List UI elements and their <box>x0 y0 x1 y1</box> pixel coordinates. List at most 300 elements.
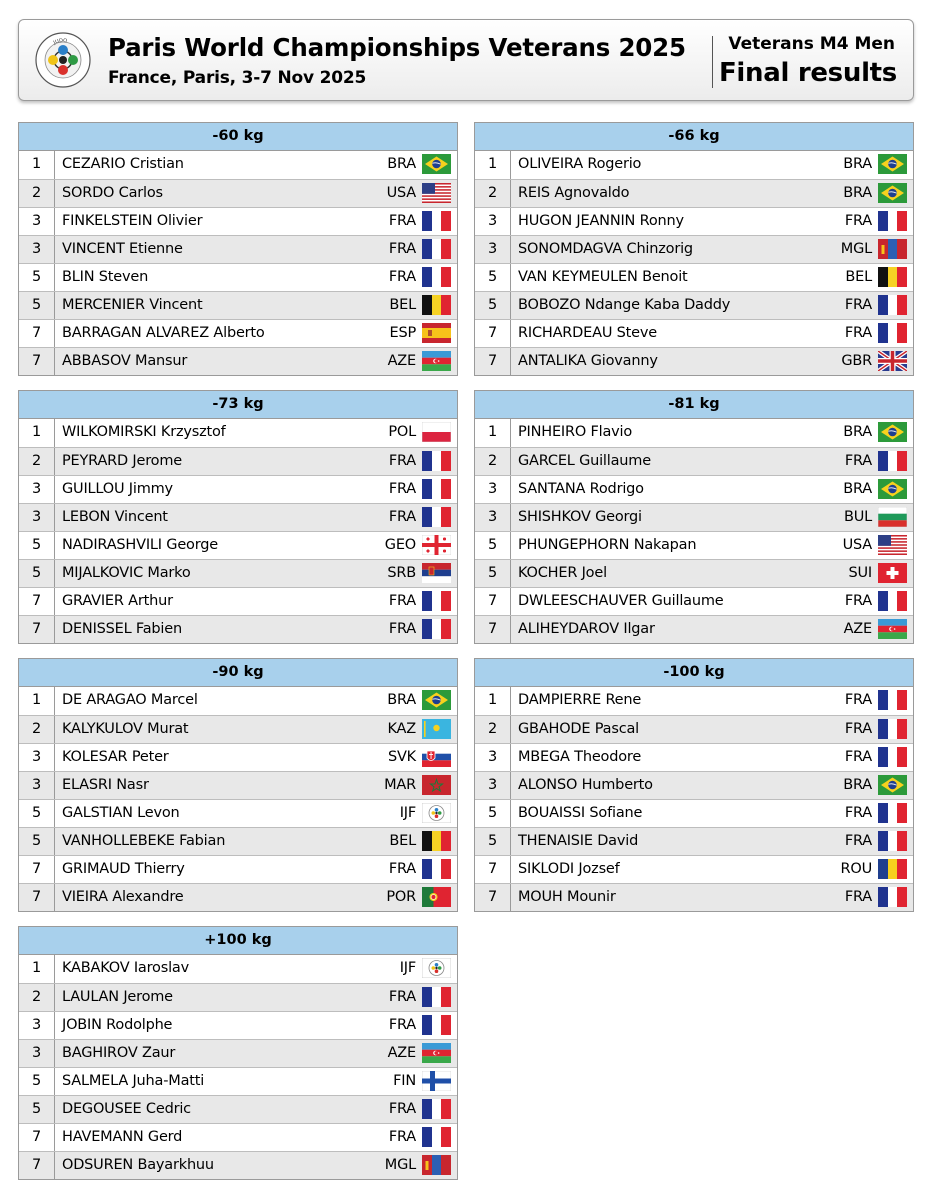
rank-cell: 5 <box>19 532 55 559</box>
athlete-name: LAULAN Jerome <box>62 989 173 1005</box>
nation-code: USA <box>386 185 416 201</box>
table-row <box>19 955 457 983</box>
athlete-name: SORDO Carlos <box>62 185 163 201</box>
nation-code: GEO <box>384 537 416 553</box>
table-row <box>19 1151 457 1179</box>
table-row <box>475 207 913 235</box>
france-flag-icon <box>422 267 451 287</box>
nation-code: BEL <box>845 269 872 285</box>
nation-code: MGL <box>384 1157 416 1173</box>
nation-code: FRA <box>388 453 416 469</box>
athlete-name: ALONSO Humberto <box>518 777 653 793</box>
athlete-name: SIKLODI Jozsef <box>518 861 620 877</box>
athlete-name: GBAHODE Pascal <box>518 721 639 737</box>
france-flag-icon <box>422 987 451 1007</box>
nation-code: FRA <box>844 805 872 821</box>
athlete-name: WILKOMIRSKI Krzysztof <box>62 424 226 440</box>
athlete-name: VAN KEYMEULEN Benoit <box>518 269 688 285</box>
rank-cell: 7 <box>475 320 511 347</box>
nation-code: IJF <box>399 960 416 976</box>
athlete-name: MOUH Mounir <box>518 889 616 905</box>
athlete-name: BLIN Steven <box>62 269 149 285</box>
rank-cell: 2 <box>475 448 511 475</box>
nation-code: BRA <box>843 481 872 497</box>
table-row <box>475 531 913 559</box>
belgium-flag-icon <box>422 831 451 851</box>
france-flag-icon <box>422 479 451 499</box>
table-row <box>475 263 913 291</box>
table-row <box>475 771 913 799</box>
france-flag-icon <box>878 747 907 767</box>
nation-code: FRA <box>388 241 416 257</box>
nation-code: BRA <box>387 156 416 172</box>
table-row <box>19 151 457 179</box>
results-table <box>18 122 458 376</box>
france-flag-icon <box>878 831 907 851</box>
table-row <box>19 419 457 447</box>
athlete-name: ALIHEYDAROV Ilgar <box>518 621 655 637</box>
table-row <box>475 827 913 855</box>
table-row <box>475 559 913 587</box>
ijf-flag-icon <box>422 803 451 823</box>
table-row <box>19 475 457 503</box>
rank-cell: 2 <box>19 716 55 743</box>
nation-code: FRA <box>388 269 416 285</box>
table-row <box>475 503 913 531</box>
athlete-name: KALYKULOV Murat <box>62 721 189 737</box>
rank-cell: 7 <box>19 616 55 643</box>
nation-code: ESP <box>389 325 416 341</box>
rank-cell: 3 <box>19 236 55 263</box>
nation-code: FRA <box>388 593 416 609</box>
france-flag-icon <box>422 619 451 639</box>
france-flag-icon <box>878 295 907 315</box>
table-row <box>19 447 457 475</box>
rank-cell: 5 <box>19 1068 55 1095</box>
rank-cell: 1 <box>19 151 55 179</box>
athlete-name: RICHARDEAU Steve <box>518 325 657 341</box>
nation-code: USA <box>842 537 872 553</box>
nation-code: SVK <box>387 749 416 765</box>
nation-code: FRA <box>388 481 416 497</box>
nation-code: FRA <box>388 1017 416 1033</box>
nation-code: BRA <box>843 424 872 440</box>
rank-cell: 3 <box>19 1040 55 1067</box>
france-flag-icon <box>878 690 907 710</box>
rank-cell: 5 <box>475 800 511 827</box>
france-flag-icon <box>878 211 907 231</box>
nation-code: BUL <box>843 509 872 525</box>
brazil-flag-icon <box>422 154 451 174</box>
rank-cell: 5 <box>19 292 55 319</box>
nation-code: KAZ <box>387 721 416 737</box>
nation-code: FIN <box>393 1073 416 1089</box>
table-row <box>475 743 913 771</box>
athlete-name: FINKELSTEIN Olivier <box>62 213 203 229</box>
nation-code: FRA <box>844 833 872 849</box>
table-row <box>19 1095 457 1123</box>
table-row <box>475 855 913 883</box>
rank-cell: 5 <box>19 828 55 855</box>
header-divider <box>712 36 713 88</box>
table-row <box>19 799 457 827</box>
rank-cell: 7 <box>19 320 55 347</box>
athlete-name: DWLEESCHAUVER Guillaume <box>518 593 724 609</box>
great-britain-flag-icon <box>878 351 907 371</box>
table-row <box>19 771 457 799</box>
athlete-name: GRAVIER Arthur <box>62 593 173 609</box>
table-row <box>475 615 913 643</box>
table-row <box>19 687 457 715</box>
nation-code: FRA <box>388 861 416 877</box>
rank-cell: 3 <box>19 1012 55 1039</box>
nation-code: BRA <box>387 692 416 708</box>
rank-cell: 2 <box>19 448 55 475</box>
table-row <box>19 615 457 643</box>
rank-cell: 2 <box>475 716 511 743</box>
athlete-name: OLIVEIRA Rogerio <box>518 156 642 172</box>
athlete-name: DE ARAGAO Marcel <box>62 692 198 708</box>
athlete-name: GUILLOU Jimmy <box>62 481 173 497</box>
athlete-name: VIEIRA Alexandre <box>62 889 184 905</box>
rank-cell: 7 <box>475 348 511 375</box>
nation-code: SRB <box>387 565 416 581</box>
rank-cell: 7 <box>475 616 511 643</box>
finland-flag-icon <box>422 1071 451 1091</box>
table-body <box>475 419 913 643</box>
nation-code: BRA <box>843 185 872 201</box>
weight-category-header: -66 kg <box>475 123 913 151</box>
athlete-name: REIS Agnovaldo <box>518 185 630 201</box>
rank-cell: 7 <box>19 348 55 375</box>
rank-cell: 3 <box>475 208 511 235</box>
nation-code: FRA <box>844 297 872 313</box>
weight-category-header: -100 kg <box>475 659 913 687</box>
france-flag-icon <box>422 1127 451 1147</box>
rank-cell: 5 <box>475 532 511 559</box>
nation-code: FRA <box>844 692 872 708</box>
nation-code: FRA <box>844 721 872 737</box>
rank-cell: 5 <box>19 1096 55 1123</box>
nation-code: IJF <box>399 805 416 821</box>
nation-code: FRA <box>388 1129 416 1145</box>
table-row <box>19 743 457 771</box>
athlete-name: CEZARIO Cristian <box>62 156 184 172</box>
event-location-date: France, Paris, 3-7 Nov 2025 <box>108 68 367 88</box>
nation-code: GBR <box>841 353 872 369</box>
table-row <box>475 447 913 475</box>
kazakhstan-flag-icon <box>422 719 451 739</box>
rank-cell: 7 <box>19 856 55 883</box>
france-flag-icon <box>422 591 451 611</box>
rank-cell: 5 <box>19 264 55 291</box>
athlete-name: PEYRARD Jerome <box>62 453 182 469</box>
table-row <box>475 715 913 743</box>
table-row <box>19 263 457 291</box>
weight-category-header: -81 kg <box>475 391 913 419</box>
table-row <box>19 587 457 615</box>
nation-code: FRA <box>844 889 872 905</box>
ijf-logo-icon <box>35 32 91 88</box>
georgia-flag-icon <box>422 535 451 555</box>
weight-category-header: -90 kg <box>19 659 457 687</box>
nation-code: FRA <box>844 325 872 341</box>
table-row <box>19 347 457 375</box>
rank-cell: 5 <box>19 560 55 587</box>
results-table <box>18 390 458 644</box>
rank-cell: 3 <box>475 744 511 771</box>
nation-code: FRA <box>388 213 416 229</box>
athlete-name: GRIMAUD Thierry <box>62 861 185 877</box>
athlete-name: DENISSEL Fabien <box>62 621 182 637</box>
nation-code: FRA <box>388 509 416 525</box>
results-status: Final results <box>718 58 897 88</box>
table-row <box>475 883 913 911</box>
nation-code: FRA <box>844 749 872 765</box>
athlete-name: MERCENIER Vincent <box>62 297 203 313</box>
table-row <box>475 475 913 503</box>
brazil-flag-icon <box>878 422 907 442</box>
nation-code: FRA <box>388 621 416 637</box>
rank-cell: 3 <box>19 504 55 531</box>
athlete-name: GARCEL Guillaume <box>518 453 651 469</box>
athlete-name: SHISHKOV Georgi <box>518 509 642 525</box>
table-row <box>19 1123 457 1151</box>
table-row <box>19 531 457 559</box>
athlete-name: BAGHIROV Zaur <box>62 1045 176 1061</box>
rank-cell: 2 <box>475 180 511 207</box>
spain-flag-icon <box>422 323 451 343</box>
serbia-flag-icon <box>422 563 451 583</box>
nation-code: POR <box>386 889 416 905</box>
azerbaijan-flag-icon <box>878 619 907 639</box>
athlete-name: HAVEMANN Gerd <box>62 1129 183 1145</box>
table-row <box>19 291 457 319</box>
table-body <box>19 419 457 643</box>
athlete-name: DAMPIERRE Rene <box>518 692 642 708</box>
table-row <box>19 983 457 1011</box>
athlete-name: KABAKOV Iaroslav <box>62 960 189 976</box>
rank-cell: 7 <box>475 856 511 883</box>
svg-text:JUDO: JUDO <box>52 37 68 46</box>
results-table <box>474 658 914 912</box>
nation-code: MAR <box>384 777 416 793</box>
brazil-flag-icon <box>878 775 907 795</box>
athlete-name: BOUAISSI Sofiane <box>518 805 643 821</box>
rank-cell: 5 <box>475 828 511 855</box>
france-flag-icon <box>422 859 451 879</box>
athlete-name: ABBASOV Mansur <box>62 353 188 369</box>
rank-cell: 7 <box>475 884 511 911</box>
switzerland-flag-icon <box>878 563 907 583</box>
athlete-name: GALSTIAN Levon <box>62 805 180 821</box>
athlete-name: KOCHER Joel <box>518 565 607 581</box>
rank-cell: 2 <box>19 984 55 1011</box>
table-row <box>19 1067 457 1095</box>
table-row <box>19 235 457 263</box>
athlete-name: BARRAGAN ALVAREZ Alberto <box>62 325 265 341</box>
rank-cell: 7 <box>19 884 55 911</box>
table-body <box>475 687 913 911</box>
results-table <box>18 658 458 912</box>
nation-code: MGL <box>840 241 872 257</box>
france-flag-icon <box>878 323 907 343</box>
athlete-name: KOLESAR Peter <box>62 749 169 765</box>
france-flag-icon <box>878 451 907 471</box>
nation-code: FRA <box>844 593 872 609</box>
belgium-flag-icon <box>422 295 451 315</box>
results-header <box>18 19 914 101</box>
portugal-flag-icon <box>422 887 451 907</box>
poland-flag-icon <box>422 422 451 442</box>
table-row <box>19 207 457 235</box>
nation-code: POL <box>388 424 416 440</box>
france-flag-icon <box>878 887 907 907</box>
rank-cell: 3 <box>19 772 55 799</box>
rank-cell: 3 <box>19 476 55 503</box>
brazil-flag-icon <box>878 479 907 499</box>
athlete-name: NADIRASHVILI George <box>62 537 218 553</box>
nation-code: AZE <box>387 1045 416 1061</box>
mongolia-flag-icon <box>422 1155 451 1175</box>
france-flag-icon <box>422 507 451 527</box>
athlete-name: THENAISIE David <box>518 833 639 849</box>
table-row <box>19 179 457 207</box>
table-row <box>475 799 913 827</box>
table-row <box>19 715 457 743</box>
france-flag-icon <box>422 211 451 231</box>
france-flag-icon <box>878 719 907 739</box>
nation-code: ROU <box>840 861 872 877</box>
table-row <box>475 179 913 207</box>
rank-cell: 1 <box>19 687 55 715</box>
brazil-flag-icon <box>878 183 907 203</box>
athlete-name: HUGON JEANNIN Ronny <box>518 213 684 229</box>
weight-category-header: +100 kg <box>19 927 457 955</box>
usa-flag-icon <box>878 535 907 555</box>
table-row <box>475 235 913 263</box>
nation-code: SUI <box>848 565 872 581</box>
athlete-name: JOBIN Rodolphe <box>62 1017 173 1033</box>
athlete-name: ELASRI Nasr <box>62 777 149 793</box>
belgium-flag-icon <box>878 267 907 287</box>
table-row <box>19 503 457 531</box>
rank-cell: 1 <box>19 419 55 447</box>
rank-cell: 7 <box>19 1124 55 1151</box>
table-row <box>19 827 457 855</box>
rank-cell: 3 <box>19 208 55 235</box>
ijf-flag-icon <box>422 958 451 978</box>
category-label: Veterans M4 Men <box>728 34 895 54</box>
athlete-name: SANTANA Rodrigo <box>518 481 644 497</box>
table-body <box>19 151 457 375</box>
athlete-name: MBEGA Theodore <box>518 749 642 765</box>
table-row <box>475 419 913 447</box>
table-body <box>475 151 913 375</box>
bulgaria-flag-icon <box>878 507 907 527</box>
nation-code: FRA <box>388 1101 416 1117</box>
france-flag-icon <box>422 451 451 471</box>
athlete-name: SALMELA Juha-Matti <box>62 1073 205 1089</box>
rank-cell: 5 <box>475 560 511 587</box>
nation-code: BRA <box>843 777 872 793</box>
table-row <box>475 151 913 179</box>
rank-cell: 3 <box>475 476 511 503</box>
table-row <box>19 1011 457 1039</box>
table-row <box>19 1039 457 1067</box>
results-table <box>474 122 914 376</box>
usa-flag-icon <box>422 183 451 203</box>
table-row <box>475 347 913 375</box>
athlete-name: DEGOUSEE Cedric <box>62 1101 191 1117</box>
rank-cell: 5 <box>19 800 55 827</box>
rank-cell: 7 <box>19 1152 55 1179</box>
table-row <box>19 559 457 587</box>
page-title: Paris World Championships Veterans 2025 <box>108 33 686 62</box>
athlete-name: ANTALIKA Giovanny <box>518 353 658 369</box>
france-flag-icon <box>878 803 907 823</box>
nation-code: FRA <box>844 453 872 469</box>
athlete-name: PHUNGEPHORN Nakapan <box>518 537 697 553</box>
athlete-name: PINHEIRO Flavio <box>518 424 633 440</box>
athlete-name: VANHOLLEBEKE Fabian <box>62 833 226 849</box>
athlete-name: VINCENT Etienne <box>62 241 183 257</box>
france-flag-icon <box>878 591 907 611</box>
table-body <box>19 955 457 1179</box>
table-row <box>19 883 457 911</box>
morocco-flag-icon <box>422 775 451 795</box>
france-flag-icon <box>422 1015 451 1035</box>
rank-cell: 7 <box>475 588 511 615</box>
table-row <box>19 319 457 347</box>
nation-code: BRA <box>843 156 872 172</box>
athlete-name: MIJALKOVIC Marko <box>62 565 191 581</box>
rank-cell: 1 <box>19 955 55 983</box>
nation-code: AZE <box>843 621 872 637</box>
nation-code: AZE <box>387 353 416 369</box>
slovakia-flag-icon <box>422 747 451 767</box>
rank-cell: 1 <box>475 419 511 447</box>
table-row <box>475 587 913 615</box>
results-table <box>18 926 458 1180</box>
rank-cell: 2 <box>19 180 55 207</box>
table-row <box>475 319 913 347</box>
athlete-name: SONOMDAGVA Chinzorig <box>518 241 693 257</box>
brazil-flag-icon <box>422 690 451 710</box>
rank-cell: 1 <box>475 151 511 179</box>
france-flag-icon <box>422 239 451 259</box>
nation-code: BEL <box>389 297 416 313</box>
azerbaijan-flag-icon <box>422 351 451 371</box>
table-row <box>475 291 913 319</box>
rank-cell: 3 <box>475 772 511 799</box>
results-table <box>474 390 914 644</box>
rank-cell: 3 <box>19 744 55 771</box>
athlete-name: ODSUREN Bayarkhuu <box>62 1157 214 1173</box>
rank-cell: 1 <box>475 687 511 715</box>
azerbaijan-flag-icon <box>422 1043 451 1063</box>
rank-cell: 5 <box>475 292 511 319</box>
table-row <box>475 687 913 715</box>
weight-category-header: -60 kg <box>19 123 457 151</box>
table-body <box>19 687 457 911</box>
mongolia-flag-icon <box>878 239 907 259</box>
rank-cell: 5 <box>475 264 511 291</box>
table-row <box>19 855 457 883</box>
athlete-name: LEBON Vincent <box>62 509 168 525</box>
nation-code: BEL <box>389 833 416 849</box>
brazil-flag-icon <box>878 154 907 174</box>
